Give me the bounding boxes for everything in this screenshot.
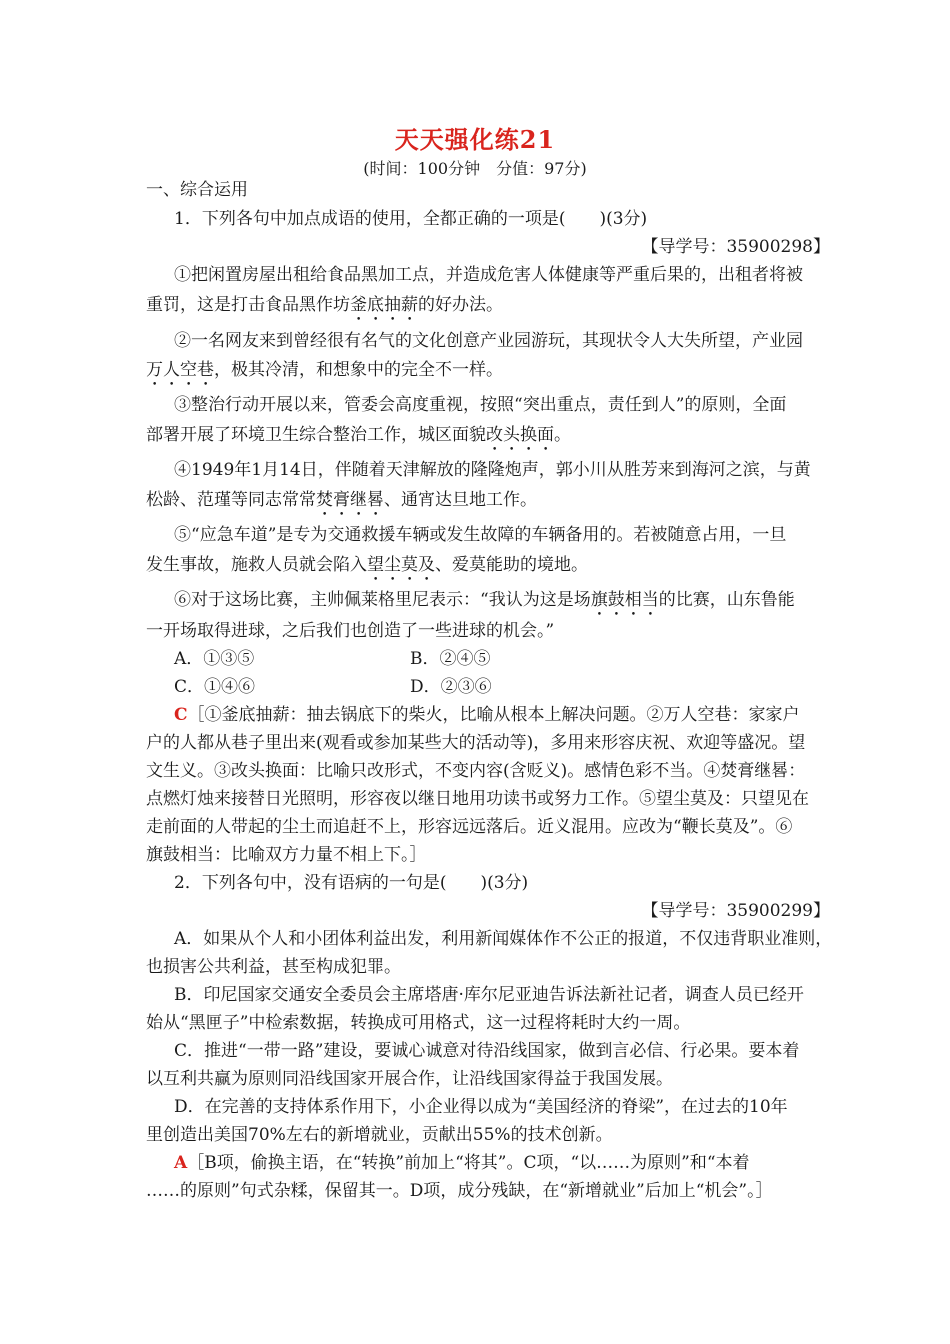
q2-explanation-1 <box>174 1152 750 1174</box>
q1-sentence-6a <box>174 589 795 620</box>
q2-guide-number: 【导学号：35900299】 <box>641 901 830 921</box>
dotted-idiom: 万人空巷 <box>146 360 214 380</box>
q1-stem: 1．下列各句中加点成语的使用，全都正确的一项是( )(3分) <box>174 209 648 229</box>
q1-sentence-3b <box>146 424 571 455</box>
q1-option-c: C．①④⑥ <box>174 677 256 697</box>
text: ［B项，偷换主语，在“转换”前加上“将其”。C项，“以……为原则”和“本着 <box>187 1153 750 1173</box>
text: ⑥对于这场比赛，主帅佩莱格里尼表示：“我认为这是场 <box>174 590 591 610</box>
dotted-idiom: 改头换面 <box>486 425 554 445</box>
dotted-idiom: 望尘莫及 <box>367 555 435 575</box>
text: ，极其冷清，和想象中的完全不一样。 <box>214 360 503 380</box>
text: 松龄、范瑾等同志常常 <box>146 490 316 510</box>
q1-sentence-1a: ①把闲置房屋出租给食品黑加工点，并造成危害人体健康等严重后果的，出租者将被 <box>174 265 803 285</box>
dotted-idiom: 釜底抽薪 <box>350 295 418 315</box>
q1-explanation-1 <box>174 704 800 726</box>
q1-explanation-4: 点燃灯烛来接替日光照明，形容夜以继日地用功读书或努力工作。⑤望尘莫及：只望见在 <box>146 789 809 809</box>
q2-option-d-1: D．在完善的支持体系作用下，小企业得以成为“美国经济的脊梁”，在过去的10年 <box>174 1097 788 1117</box>
q2-option-b-2: 始从“黑匣子”中检索数据，转换成可用格式，这一过程将耗时大约一周。 <box>146 1013 691 1033</box>
q2-explanation-2: ……的原则”句式杂糅，保留其一。D项，成分残缺，在“新增就业”后加上“机会”。］ <box>146 1181 773 1201</box>
q1-answer: C <box>174 705 188 725</box>
q1-sentence-4b <box>146 489 537 520</box>
q2-option-a-2: 也损害公共利益，甚至构成犯罪。 <box>146 957 401 977</box>
q1-explanation-6: 旗鼓相当：比喻双方力量不相上下。］ <box>146 845 427 865</box>
q1-sentence-2a: ②一名网友来到曾经很有名气的文化创意产业园游玩，其现状令人大失所望，产业园 <box>174 331 803 351</box>
q1-sentence-6b: 一开场取得进球，之后我们也创造了一些进球的机会。” <box>146 621 555 641</box>
text: 的比赛，山东鲁能 <box>658 590 795 610</box>
page-subtitle: (时间：100分钟 分值：97分) <box>363 159 587 178</box>
q1-option-d: D．②③⑥ <box>410 677 492 697</box>
text: 部署开展了环境卫生综合整治工作，城区面貌 <box>146 425 486 445</box>
q1-sentence-2b <box>146 359 503 390</box>
q1-explanation-2: 户的人都从巷子里出来(观看或参加某些大的活动等)，多用来形容庆祝、欢迎等盛况。望 <box>146 733 806 753</box>
q2-option-b-1: B．印尼国家交通安全委员会主席塔唐·库尔尼亚迪告诉法新社记者，调查人员已经开 <box>174 985 804 1005</box>
dotted-idiom: 焚膏继晷 <box>316 490 384 510</box>
q2-option-c-2: 以互利共赢为原则同沿线国家开展合作，让沿线国家得益于我国发展。 <box>146 1069 673 1089</box>
text: 发生事故，施救人员就会陷入 <box>146 555 367 575</box>
q1-option-b: B．②④⑤ <box>410 649 491 669</box>
text: 、通宵达旦地工作。 <box>384 490 537 510</box>
q2-answer: A <box>174 1153 188 1173</box>
q1-guide-number: 【导学号：35900298】 <box>641 237 830 257</box>
q1-sentence-1b <box>146 294 503 325</box>
q1-explanation-3: 文生义。③改头换面：比喻只改形式，不变内容(含贬义)。感情色彩不当。④焚膏继晷： <box>146 761 806 781</box>
text: 重罚，这是打击食品黑作坊 <box>146 295 350 315</box>
dotted-idiom: 旗鼓相当 <box>590 590 659 610</box>
q1-sentence-5b <box>146 554 588 585</box>
q2-stem: 2．下列各句中，没有语病的一句是( )(3分) <box>174 873 529 893</box>
text: 的好办法。 <box>418 295 503 315</box>
q1-explanation-5: 走前面的人带起的尘土而追赶不上，形容远远落后。近义混用。应改为“鞭长莫及”。⑥ <box>146 817 793 837</box>
q1-sentence-4a: ④1949年1月14日，伴随着天津解放的隆隆炮声，郭小川从胜芳来到海河之滨，与黄 <box>174 460 811 480</box>
text: ［①釜底抽薪：抽去锅底下的柴火，比喻从根本上解决问题。②万人空巷：家家户 <box>187 705 800 725</box>
q1-sentence-5a: ⑤“应急车道”是专为交通救援车辆或发生故障的车辆备用的。若被随意占用，一旦 <box>174 525 787 545</box>
section-heading: 一、综合运用 <box>146 180 248 200</box>
page-title: 天天强化练21 <box>394 125 556 154</box>
q2-option-a-1: A．如果从个人和小团体利益出发，利用新闻媒体作不公正的报道，不仅违背职业准则， <box>174 929 833 949</box>
text: 。 <box>554 425 571 445</box>
q1-sentence-3a: ③整治行动开展以来，管委会高度重视，按照“突出重点，责任到人”的原则，全面 <box>174 395 787 415</box>
q2-option-c-1: C．推进“一带一路”建设，要诚心诚意对待沿线国家，做到言必信、行必果。要本着 <box>174 1041 800 1061</box>
q1-option-a: A．①③⑤ <box>174 649 255 669</box>
text: 、爱莫能助的境地。 <box>435 555 588 575</box>
q2-option-d-2: 里创造出美国70%左右的新增就业，贡献出55%的技术创新。 <box>146 1125 613 1145</box>
